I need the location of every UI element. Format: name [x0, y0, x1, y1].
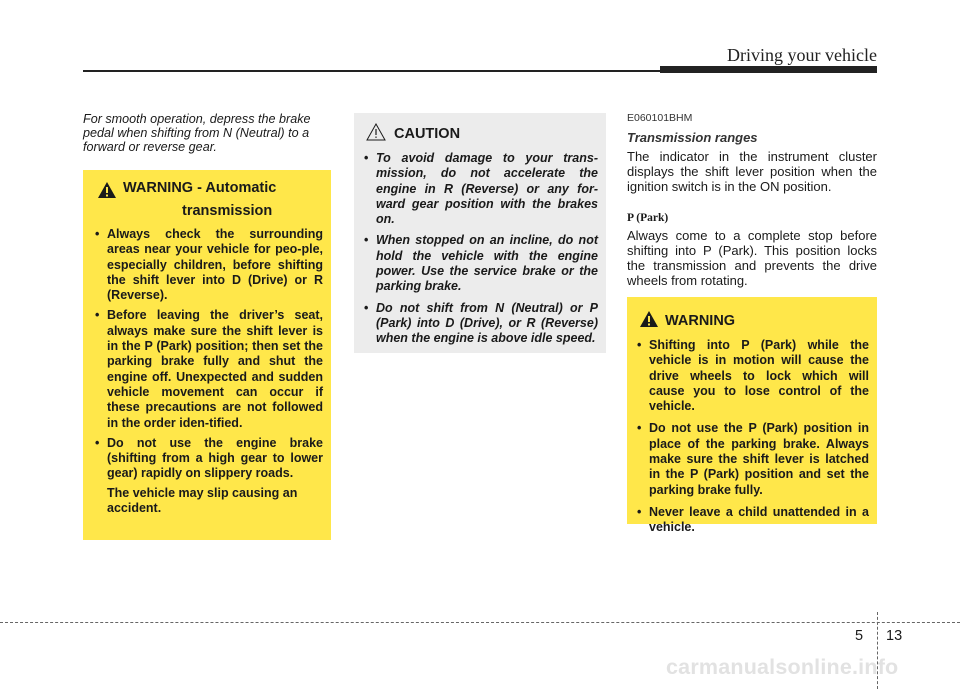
chapter-number: 5	[855, 628, 864, 644]
list-item: • Before leaving the driver’s seat, always make sure the shift lever is in the P (Park) position; then set the parking brake fully and shut the engine off. Unexpected and sudden vehicle movement can occur if these precautions are not followed in the order iden-tified.	[93, 308, 323, 430]
caution-title: CAUTION	[394, 126, 461, 142]
list-item: • When stopped on an incline, do not hold the vehicle with the engine power. Use the service brake or the parking brake.	[362, 233, 598, 294]
list-item: • Do not use the engine brake (shifting from a high gear to lower gear) rapidly on slippery roads.	[93, 436, 323, 482]
warning-box-park	[627, 297, 877, 535]
footer-rule	[0, 622, 960, 623]
warning-heading	[639, 309, 869, 332]
warning-heading	[97, 180, 323, 203]
warning-triangle-icon	[639, 310, 659, 332]
list-item: • Always check the surrounding areas near your vehicle for peo-ple, especially children, before shifting the shift lever into D (Drive) or R (Reverse).	[93, 227, 323, 303]
transmission-ranges-text: The indicator in the instrument cluster displays the shift lever position when the ignition switch is in the ON position.	[627, 149, 877, 194]
list-item: • To avoid damage to your trans-mission, do not accelerate the engine in R (Reverse) or any for-ward gear position with the brakes on.	[362, 151, 598, 227]
caution-heading	[366, 123, 598, 145]
warning-title: WARNING - Automatic	[123, 180, 277, 196]
warning-triangle-icon	[97, 181, 117, 203]
warning-list	[93, 227, 323, 482]
section-title: Driving your vehicle	[727, 45, 877, 65]
park-text: Always come to a complete stop before shifting into P (Park). This position locks the transmission and prevents the drive wheels from rotating.	[627, 228, 877, 288]
page-number: 13	[886, 628, 903, 644]
intro-text: For smooth operation, depress the brake pedal when shifting from N (Neutral) to a forward or reverse gear.	[83, 112, 311, 154]
right-column	[627, 112, 877, 288]
caution-box	[354, 113, 606, 353]
header-rule	[83, 70, 663, 72]
caution-list	[362, 151, 598, 347]
header-rule-accent	[660, 66, 877, 73]
list-item: • Never leave a child unattended in a vehicle.	[635, 505, 869, 536]
warning-note: The vehicle may slip causing an accident.	[107, 485, 298, 516]
warning-list	[635, 338, 869, 536]
list-item: • Do not shift from N (Neutral) or P (Park) into D (Drive), or R (Reverse) when the engine is above idle speed.	[362, 301, 598, 347]
park-heading: P (Park)	[627, 212, 669, 224]
section-code: E060101BHM	[627, 112, 693, 124]
list-item: • Shifting into P (Park) while the vehicle is in motion will cause the drive wheels to lock which will cause you to lose control of the vehicle.	[635, 338, 869, 414]
transmission-ranges-heading: Transmission ranges	[627, 130, 758, 145]
watermark: carmanualsonline.info	[666, 655, 899, 679]
warning-title: WARNING	[665, 312, 736, 329]
warning-box-automatic	[83, 170, 331, 540]
list-item: • Do not use the P (Park) position in place of the parking brake. Always make sure the shift lever is latched in the P (Park) position and set the parking brake fully.	[635, 421, 869, 497]
caution-triangle-icon	[366, 123, 386, 145]
warning-title-line2: transmission	[182, 203, 273, 219]
